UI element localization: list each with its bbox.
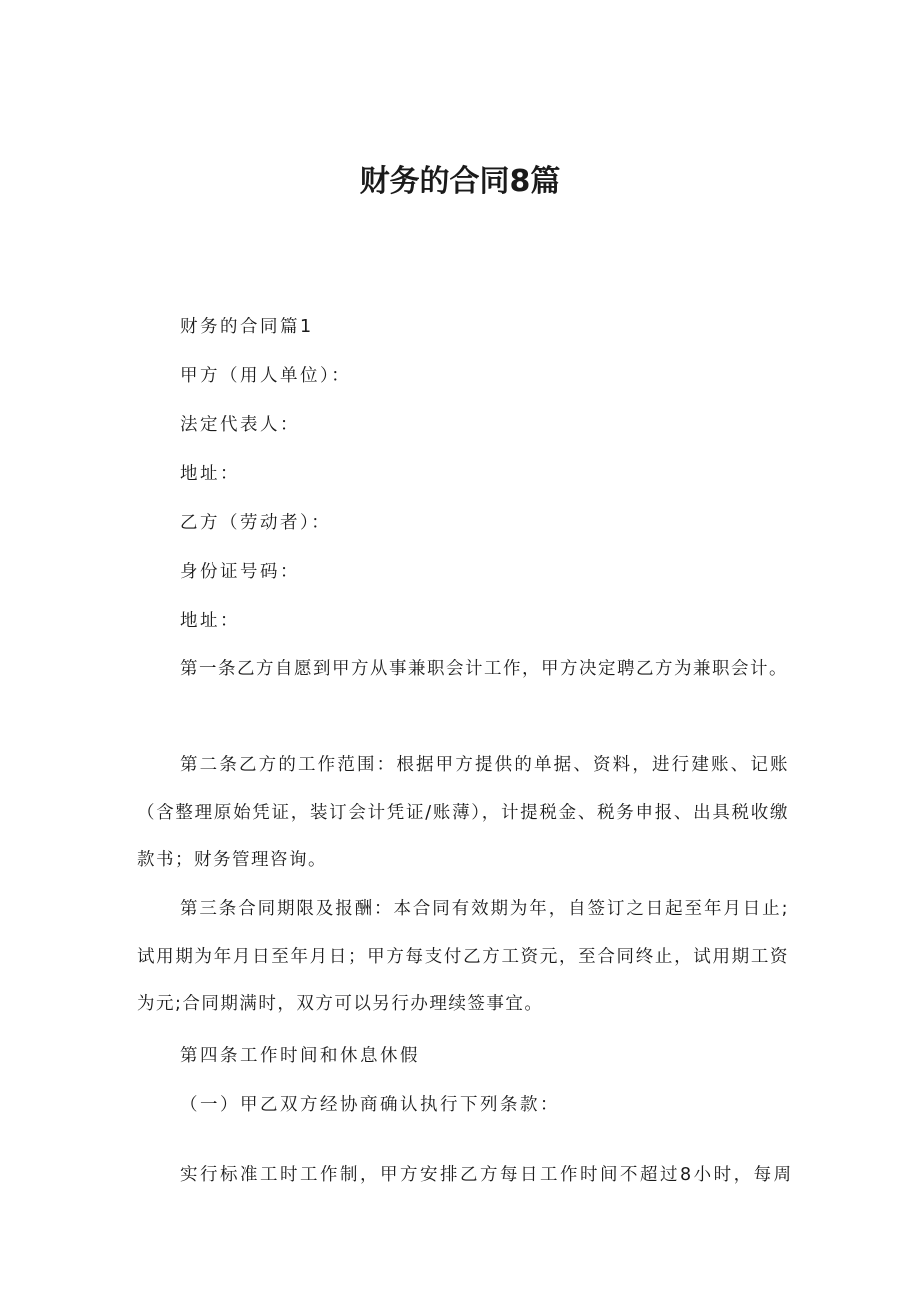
- document-title: 财务的合同8篇: [359, 164, 561, 199]
- working-hours-paragraph: 实行标准工时工作制，甲方安排乙方每日工作时间不超过8小时，每周: [180, 1165, 794, 1185]
- article-1-paragraph: 第一条乙方自愿到甲方从事兼职会计工作，甲方决定聘乙方为兼职会计。: [180, 659, 788, 679]
- article-4-heading: 第四条工作时间和休息休假: [180, 1046, 420, 1066]
- id-number-label: 身份证号码：: [180, 562, 300, 582]
- section-heading: 财务的合同篇1: [180, 317, 314, 337]
- article-3-paragraph: 第三条合同期限及报酬：本合同有效期为年，自签订之日起至年月日止;试用期为年月日至年月日；甲方每支付乙方工资元，至合同终止，试用期工资为元;合同期满时，双方可以另行办理续签事宜。: [137, 899, 789, 1014]
- legal-representative-label: 法定代表人：: [180, 415, 300, 435]
- party-a-address-label: 地址：: [180, 464, 240, 484]
- party-b-label: 乙方（劳动者）：: [180, 513, 332, 533]
- party-a-label: 甲方（用人单位）：: [180, 366, 352, 386]
- party-b-address-label: 地址：: [180, 611, 240, 631]
- article-2-paragraph: 第二条乙方的工作范围：根据甲方提供的单据、资料，进行建账、记账（含整理原始凭证，装订会计凭证/账薄），计提税金、税务申报、出具税收缴款书；财务管理咨询。: [137, 755, 789, 870]
- clause-1-text: （一）甲乙双方经协商确认执行下列条款：: [180, 1095, 560, 1115]
